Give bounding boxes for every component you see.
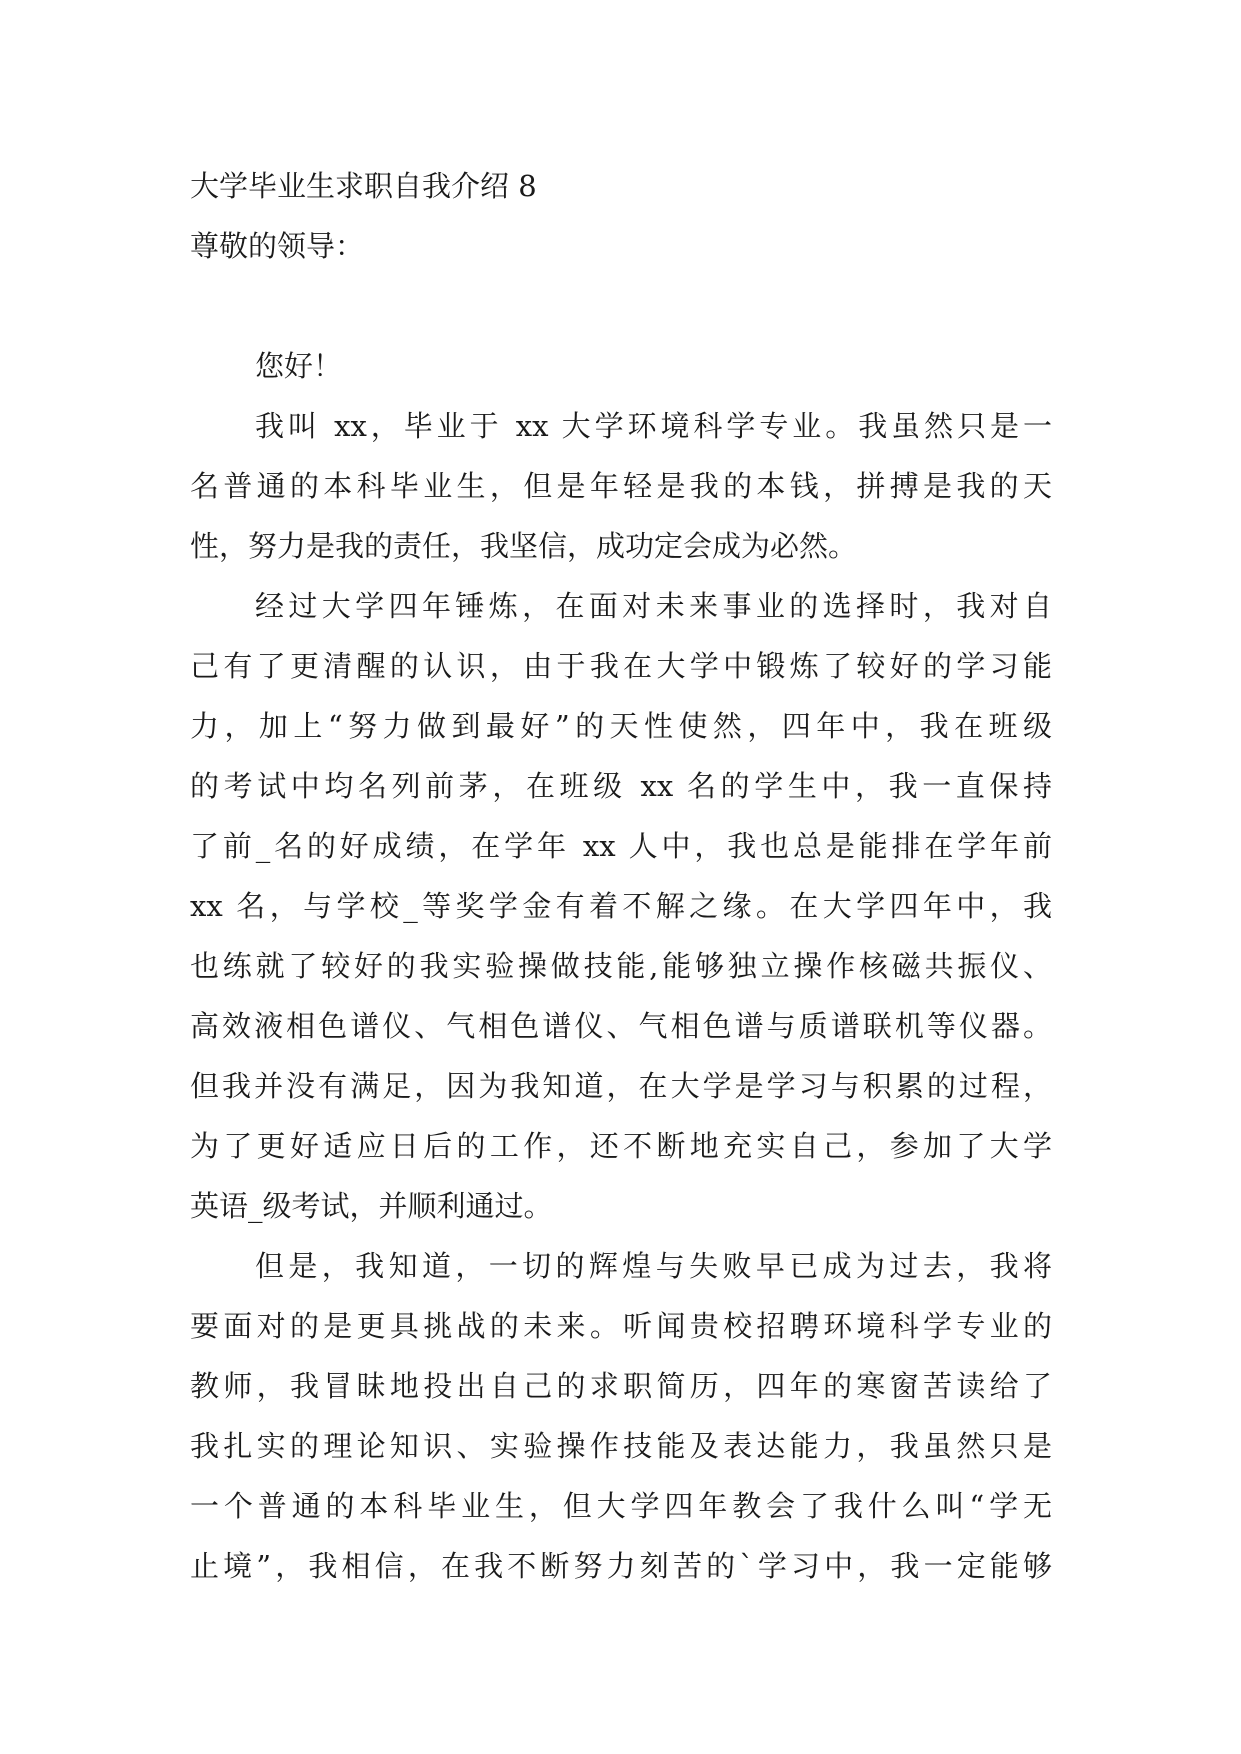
paragraph-line: 性，努力是我的责任，我坚信，成功定会成为必然。 (190, 529, 858, 563)
paragraph-line: 要面对的是更具挑战的未来。听闻贵校招聘环境科学专业的 (190, 1309, 1052, 1343)
paragraph-line: 己有了更清醒的认识，由于我在大学中锻炼了较好的学习能 (190, 649, 1052, 683)
paragraph-line: 也练就了较好的我实验操做技能,能够独立操作核磁共振仪、 (190, 949, 1052, 983)
document-title: 大学毕业生求职自我介绍 8 (190, 169, 537, 203)
paragraph-line: 的考试中均名列前茅，在班级 xx 名的学生中，我一直保持 (190, 769, 1052, 803)
paragraph-line: 经过大学四年锤炼，在面对未来事业的选择时，我对自 (255, 589, 1052, 623)
paragraph-line: 教师，我冒昧地投出自己的求职简历，四年的寒窗苦读给了 (190, 1369, 1052, 1403)
paragraph-line: 一个普通的本科毕业生，但大学四年教会了我什么叫“学无 (190, 1489, 1052, 1523)
paragraph-line: 高效液相色谱仪、气相色谱仪、气相色谱与质谱联机等仪器。 (190, 1009, 1052, 1043)
paragraph-line: 为了更好适应日后的工作，还不断地充实自己，参加了大学 (190, 1129, 1052, 1163)
paragraph-line: 止境”，我相信，在我不断努力刻苦的`学习中，我一定能够 (190, 1549, 1052, 1583)
paragraph-line: 力，加上“努力做到最好”的天性使然，四年中，我在班级 (190, 709, 1052, 743)
paragraph-line: 了前_名的好成绩，在学年 xx 人中，我也总是能排在学年前 (190, 829, 1052, 863)
paragraph-line: 英语_级考试，并顺利通过。 (190, 1189, 553, 1223)
greeting: 您好！ (255, 349, 343, 383)
paragraph-line: 但我并没有满足，因为我知道，在大学是学习与积累的过程， (190, 1069, 1052, 1103)
paragraph-line: 名普通的本科毕业生，但是年轻是我的本钱，拼搏是我的天 (190, 469, 1052, 503)
paragraph-line: xx 名，与学校_等奖学金有着不解之缘。在大学四年中，我 (190, 889, 1052, 923)
paragraph-line: 我叫 xx，毕业于 xx 大学环境科学专业。我虽然只是一 (255, 409, 1052, 443)
salutation: 尊敬的领导： (190, 229, 365, 263)
paragraph-line: 但是，我知道，一切的辉煌与失败早已成为过去，我将 (255, 1249, 1052, 1283)
paragraph-line: 我扎实的理论知识、实验操作技能及表达能力，我虽然只是 (190, 1429, 1052, 1463)
